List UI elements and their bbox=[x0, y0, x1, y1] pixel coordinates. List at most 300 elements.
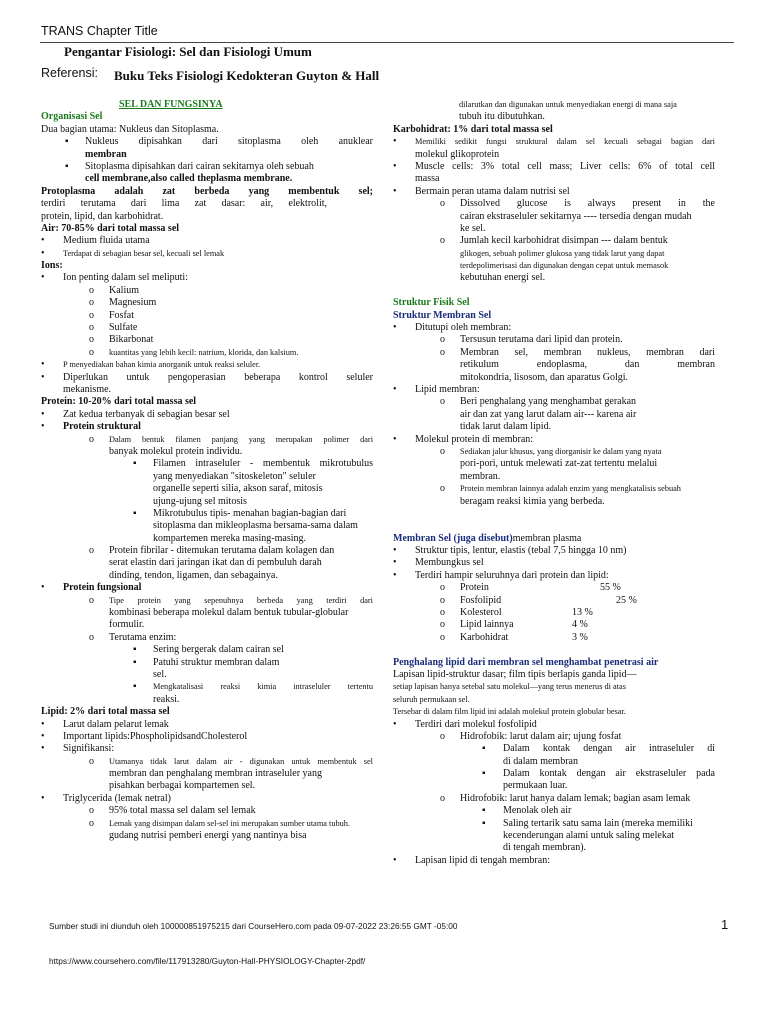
text-line bbox=[393, 557, 715, 569]
text-line bbox=[393, 173, 715, 185]
circle-bullet-icon: o bbox=[440, 582, 445, 594]
bullet-icon: • bbox=[41, 272, 45, 284]
circle-bullet-icon: o bbox=[440, 607, 445, 619]
bullet-icon: • bbox=[41, 730, 45, 742]
text-line bbox=[393, 310, 715, 322]
text-line bbox=[41, 508, 373, 520]
composition-percent: 55 % bbox=[600, 582, 621, 594]
text-line bbox=[393, 780, 715, 792]
text-line bbox=[393, 99, 715, 111]
line-text: Ions: bbox=[41, 260, 63, 272]
line-text: Mikrotubulus tipis- menahan bagian-bagian dari bbox=[153, 507, 347, 519]
line-text: Menolak oleh air bbox=[503, 805, 572, 817]
line-text: Nukleus dipisahkan dari sitoplasma oleh anuklear bbox=[85, 136, 373, 148]
text-line bbox=[41, 272, 373, 284]
line-text: di tengah membran). bbox=[503, 842, 587, 854]
text-line bbox=[393, 211, 715, 223]
line-text: Karbohidrat bbox=[460, 631, 509, 643]
line-text: Penghalang lipid dari membran sel menghambat penetrasi air bbox=[393, 656, 659, 668]
text-line bbox=[41, 396, 373, 408]
line-text: Protein fungsional bbox=[63, 582, 142, 594]
line-text: kombinasi beberapa molekul dalam bentuk tubular-globular bbox=[109, 607, 349, 619]
text-line bbox=[393, 471, 715, 483]
line-text: Larut dalam pelarut lemak bbox=[63, 718, 169, 730]
line-text: kuantitas yang lebih kecil: natrium, klorida, dan kalsium. bbox=[109, 347, 299, 357]
text-line bbox=[41, 644, 373, 656]
circle-bullet-icon: o bbox=[440, 730, 445, 742]
circle-bullet-icon: o bbox=[440, 235, 445, 247]
text-line bbox=[41, 706, 373, 718]
line-text: cell membrane,also called theplasma membrane. bbox=[85, 173, 293, 185]
line-text: Tipe protein yang sepenuhnya berbeda yang terdiri dari bbox=[109, 595, 373, 605]
page-number: 1 bbox=[721, 917, 729, 932]
line-text: Mengkatalisasi reaksi kimia intraseluler tertentu bbox=[153, 682, 373, 692]
line-text: Utamanya tidak larut dalam air - digunakan untuk membentuk sel bbox=[109, 756, 373, 766]
line-text: Sering bergerak dalam cairan sel bbox=[153, 644, 284, 656]
text-line bbox=[41, 149, 373, 161]
text-line bbox=[41, 310, 373, 322]
circle-bullet-icon: o bbox=[440, 198, 445, 210]
line-text: Struktur Fisik Sel bbox=[393, 297, 470, 309]
line-text: air dan zat yang larut dalam air--- karena air bbox=[460, 408, 637, 420]
bullet-icon: • bbox=[393, 854, 397, 866]
text-line bbox=[393, 731, 715, 743]
line-text: pisahkan berbagai kompartemen sel. bbox=[109, 780, 256, 792]
text-line bbox=[41, 421, 373, 433]
line-text: Sediakan jalur khusus, yang diorganisir ke dalam yang nyata bbox=[460, 446, 662, 456]
text-line bbox=[393, 372, 715, 384]
text-line bbox=[41, 111, 373, 123]
line-text: kebutuhan energi sel. bbox=[460, 272, 546, 284]
line-text: Important lipids:PhospholipidsandCholesterol bbox=[63, 730, 248, 742]
text-line bbox=[393, 719, 715, 731]
text-line bbox=[41, 99, 373, 111]
text-line bbox=[41, 557, 373, 569]
text-line bbox=[393, 248, 715, 260]
line-text: Struktur tipis, lentur, elastis (tebal 7,5 hingga 10 nm) bbox=[415, 545, 627, 557]
bullet-icon: • bbox=[41, 582, 45, 594]
square-bullet-icon: ▪ bbox=[482, 768, 486, 780]
text-line bbox=[393, 533, 715, 545]
bullet-icon: • bbox=[393, 136, 397, 148]
line-text: Organisasi Sel bbox=[41, 111, 103, 123]
line-text: Terdiri dari molekul fosfolipid bbox=[415, 718, 537, 730]
text-line bbox=[393, 805, 715, 817]
line-text: di dalam membran bbox=[503, 755, 578, 767]
text-line bbox=[393, 619, 715, 631]
line-text: mekanisme. bbox=[63, 383, 112, 395]
text-line bbox=[393, 198, 715, 210]
text-line bbox=[41, 285, 373, 297]
text-line bbox=[393, 409, 715, 421]
text-line bbox=[41, 619, 373, 631]
line-text: kompartemen mereka masing-masing. bbox=[153, 532, 307, 544]
text-line bbox=[393, 111, 715, 123]
text-line bbox=[41, 818, 373, 830]
text-line bbox=[41, 669, 373, 681]
line-text: beragam reaksi kimia yang berbeda. bbox=[460, 495, 605, 507]
line-text: formulir. bbox=[109, 619, 145, 631]
square-bullet-icon: ▪ bbox=[482, 743, 486, 755]
line-text: Terutama enzim: bbox=[109, 631, 177, 643]
text-line bbox=[393, 520, 715, 532]
line-text: setiap lapisan hanya setebal satu molekul—yang terus menerus di atas bbox=[393, 682, 626, 692]
text-line bbox=[393, 124, 715, 136]
line-text: P menyediakan bahan kimia anorganik untuk reaksi seluler. bbox=[63, 360, 261, 370]
text-line bbox=[393, 285, 715, 297]
circle-bullet-icon: o bbox=[89, 755, 94, 767]
line-text: Terdiri hampir seluruhnya dari protein dan lipid: bbox=[415, 569, 609, 581]
line-text: Molekul protein di membran: bbox=[415, 433, 534, 445]
text-line bbox=[41, 297, 373, 309]
circle-bullet-icon: o bbox=[89, 631, 94, 643]
text-line bbox=[41, 211, 373, 223]
text-line bbox=[393, 149, 715, 161]
line-text: ke sel. bbox=[460, 222, 486, 234]
text-line bbox=[393, 223, 715, 235]
bullet-icon: • bbox=[41, 792, 45, 804]
circle-bullet-icon: o bbox=[89, 309, 94, 321]
line-text-rest: membran plasma bbox=[512, 532, 582, 544]
circle-bullet-icon: o bbox=[89, 284, 94, 296]
text-line bbox=[393, 458, 715, 470]
text-line bbox=[393, 694, 715, 706]
text-line bbox=[393, 842, 715, 854]
header-rule bbox=[40, 42, 734, 43]
line-text: ujung-ujung sel mitosis bbox=[153, 495, 247, 507]
line-text: Signifikansi: bbox=[63, 743, 115, 755]
line-text: Hidrofobik: larut dalam air; ujung fosfat bbox=[460, 730, 622, 742]
line-text: Protein struktural bbox=[63, 421, 141, 433]
text-line bbox=[41, 359, 373, 371]
circle-bullet-icon: o bbox=[89, 545, 94, 557]
text-line bbox=[41, 372, 373, 384]
line-text: Lipid membran: bbox=[415, 383, 480, 395]
left-column bbox=[41, 99, 373, 842]
reference-text: Buku Teks Fisiologi Kedokteran Guyton & Hall bbox=[114, 68, 380, 83]
text-line bbox=[393, 595, 715, 607]
line-text: banyak molekul protein individu. bbox=[109, 445, 243, 457]
bullet-icon: • bbox=[393, 322, 397, 334]
bullet-icon: • bbox=[41, 359, 45, 371]
circle-bullet-icon: o bbox=[440, 483, 445, 495]
line-text: permukaan luar. bbox=[503, 780, 568, 792]
text-line bbox=[41, 743, 373, 755]
composition-percent: 4 % bbox=[572, 619, 588, 631]
line-text: Medium fluida utama bbox=[63, 235, 150, 247]
line-text: Hidrofobik: larut hanya dalam lemak; bagian asam lemak bbox=[460, 792, 691, 804]
line-text: Protoplasma adalah zat berbeda yang membentuk sel; bbox=[41, 185, 373, 197]
text-line bbox=[41, 384, 373, 396]
text-line bbox=[393, 545, 715, 557]
text-line bbox=[393, 681, 715, 693]
text-line bbox=[393, 830, 715, 842]
text-line bbox=[393, 855, 715, 867]
line-text: Saling tertarik satu sama lain (mereka memiliki bbox=[503, 817, 693, 829]
line-text: 95% total massa sel dalam sel lemak bbox=[109, 805, 256, 817]
line-text: Kalium bbox=[109, 284, 139, 296]
line-text: mitokondria, lisosom, dan aparatus Golgi. bbox=[460, 371, 629, 383]
line-text: dinding, tendon, ligamen, dan sebagainya. bbox=[109, 569, 278, 581]
line-text: Air: 70-85% dari total massa sel bbox=[41, 222, 180, 234]
line-text: Bikarbonat bbox=[109, 334, 154, 346]
text-line bbox=[41, 161, 373, 173]
line-text: pori-pori, untuk melewati zat-zat tertentu melalui bbox=[460, 458, 658, 470]
text-line bbox=[41, 186, 373, 198]
text-line bbox=[41, 223, 373, 235]
line-text: Struktur Membran Sel bbox=[393, 309, 492, 321]
line-text: Tersusun terutama dari lipid dan protein. bbox=[460, 334, 623, 346]
circle-bullet-icon: o bbox=[89, 334, 94, 346]
line-text: Protein: 10-20% dari total massa sel bbox=[41, 396, 197, 408]
text-line bbox=[41, 830, 373, 842]
circle-bullet-icon: o bbox=[440, 334, 445, 346]
text-line bbox=[393, 260, 715, 272]
square-bullet-icon: ▪ bbox=[133, 656, 137, 668]
circle-bullet-icon: o bbox=[89, 346, 94, 358]
circle-bullet-icon: o bbox=[440, 445, 445, 457]
line-text: membran. bbox=[460, 470, 501, 482]
text-line bbox=[393, 632, 715, 644]
line-text: organelle seperti silia, akson saraf, mitosis bbox=[153, 483, 323, 495]
line-text: Lipid: 2% dari total massa sel bbox=[41, 706, 170, 718]
text-line bbox=[41, 434, 373, 446]
line-text: protein, lipid, dan karbohidrat. bbox=[41, 210, 164, 222]
text-line bbox=[393, 272, 715, 284]
line-text: Sulfate bbox=[109, 322, 138, 334]
text-line bbox=[41, 607, 373, 619]
bullet-icon: • bbox=[41, 371, 45, 383]
text-line bbox=[41, 570, 373, 582]
bullet-icon: • bbox=[393, 185, 397, 197]
line-text: Fosfolipid bbox=[460, 594, 502, 606]
text-line bbox=[41, 719, 373, 731]
text-line bbox=[41, 632, 373, 644]
text-line bbox=[41, 793, 373, 805]
line-text: Membran Sel (juga disebut)membran plasma bbox=[393, 532, 582, 544]
circle-bullet-icon: o bbox=[89, 594, 94, 606]
line-text: kecenderungan alami untuk saling melekat bbox=[503, 830, 675, 842]
text-line bbox=[41, 173, 373, 185]
line-text: SEL DAN FUNGSINYA bbox=[119, 99, 223, 110]
square-bullet-icon: ▪ bbox=[133, 458, 137, 470]
line-text: Karbohidrat: 1% dari total massa sel bbox=[393, 123, 553, 135]
line-text: cairan ekstraseluler sekitarnya ---- tersedia dengan mudah bbox=[460, 210, 692, 222]
line-text: Memiliki sedikit fungsi struktural dalam sel kecuali sebagai bagian dari bbox=[415, 137, 715, 147]
line-text: Dalam kontak dengan air intraseluler di bbox=[503, 743, 715, 755]
text-line bbox=[41, 198, 373, 210]
line-text: Kolesterol bbox=[460, 607, 502, 619]
text-line bbox=[393, 297, 715, 309]
text-line bbox=[41, 235, 373, 247]
text-line bbox=[393, 483, 715, 495]
line-text: terdiri terutama dari lima zat dasar: air, elektrolit, bbox=[41, 198, 327, 210]
text-line bbox=[41, 483, 373, 495]
text-line bbox=[41, 260, 373, 272]
line-text: seluruh permukaan sel. bbox=[393, 694, 470, 704]
text-line bbox=[393, 434, 715, 446]
text-line bbox=[393, 334, 715, 346]
line-text: Filamen intraseluler - membentuk mikrotubulus bbox=[153, 458, 373, 470]
bullet-icon: • bbox=[393, 557, 397, 569]
bullet-icon: • bbox=[41, 247, 45, 259]
bullet-icon: • bbox=[393, 160, 397, 172]
text-line bbox=[41, 595, 373, 607]
text-line bbox=[393, 347, 715, 359]
chapter-header: TRANS Chapter Title bbox=[41, 24, 158, 38]
line-text: Terdapat di sebagian besar sel, kecuali sel lemak bbox=[63, 248, 225, 258]
text-line bbox=[393, 384, 715, 396]
bullet-icon: • bbox=[41, 408, 45, 420]
square-bullet-icon: ▪ bbox=[65, 160, 69, 172]
text-line bbox=[41, 805, 373, 817]
text-line bbox=[393, 582, 715, 594]
circle-bullet-icon: o bbox=[440, 396, 445, 408]
line-text: Lapisan lipid-struktur dasar; film tipis berlapis ganda lipid— bbox=[393, 668, 637, 680]
circle-bullet-icon: o bbox=[89, 433, 94, 445]
square-bullet-icon: ▪ bbox=[133, 507, 137, 519]
bullet-icon: • bbox=[41, 718, 45, 730]
text-line bbox=[393, 644, 715, 656]
text-line bbox=[393, 570, 715, 582]
line-text: Protein bbox=[460, 582, 489, 594]
text-line bbox=[41, 694, 373, 706]
line-text: Beri penghalang yang menghambat gerakan bbox=[460, 396, 637, 408]
text-line bbox=[41, 533, 373, 545]
text-line bbox=[393, 186, 715, 198]
bullet-icon: • bbox=[393, 569, 397, 581]
line-text: Protein membran lainnya adalah enzim yang mengkatalisis sebuah bbox=[460, 484, 681, 494]
text-line bbox=[393, 756, 715, 768]
text-line bbox=[41, 124, 373, 136]
text-line bbox=[41, 347, 373, 359]
text-line bbox=[393, 669, 715, 681]
square-bullet-icon: ▪ bbox=[133, 681, 137, 693]
text-line bbox=[41, 248, 373, 260]
line-text: Fosfat bbox=[109, 309, 134, 321]
bullet-icon: • bbox=[393, 383, 397, 395]
text-line bbox=[393, 421, 715, 433]
line-text: Dua bagian utama: Nukleus dan Sitoplasma. bbox=[41, 123, 219, 135]
text-line bbox=[41, 322, 373, 334]
text-line bbox=[41, 471, 373, 483]
text-line bbox=[41, 545, 373, 557]
line-text: Tersebar di dalam film lipid ini adalah molekul protein globular besar. bbox=[393, 707, 626, 717]
text-line bbox=[393, 706, 715, 718]
line-text: reaksi. bbox=[153, 693, 180, 705]
line-text: membran bbox=[85, 148, 127, 160]
text-line bbox=[41, 756, 373, 768]
line-text: massa bbox=[415, 173, 440, 185]
text-line bbox=[393, 768, 715, 780]
line-text: serat elastin dari jaringan ikat dan di pembuluh darah bbox=[109, 557, 322, 569]
composition-percent: 25 % bbox=[616, 594, 637, 606]
line-text: Lipid lainnya bbox=[460, 619, 514, 631]
line-text: Ion penting dalam sel meliputi: bbox=[63, 272, 188, 284]
text-line bbox=[41, 458, 373, 470]
bullet-icon: • bbox=[393, 545, 397, 557]
text-line bbox=[41, 334, 373, 346]
text-line bbox=[41, 496, 373, 508]
line-text: terdepolimerisasi dan digunakan dengan cepat untuk memasok bbox=[460, 261, 669, 271]
text-line bbox=[41, 520, 373, 532]
bullet-icon: • bbox=[393, 718, 397, 730]
circle-bullet-icon: o bbox=[440, 619, 445, 631]
line-text: Dissolved glucose is always present in the bbox=[460, 198, 715, 210]
bullet-icon: • bbox=[41, 421, 45, 433]
text-line bbox=[393, 496, 715, 508]
text-line bbox=[41, 731, 373, 743]
text-line bbox=[41, 780, 373, 792]
line-text: molekul glikoprotein bbox=[415, 148, 500, 160]
text-line bbox=[41, 582, 373, 594]
line-text: Lapisan lipid di tengah membran: bbox=[415, 854, 550, 866]
line-text: Muscle cells: 3% total cell mass; Liver cells: 6% of total cell bbox=[415, 160, 715, 172]
line-text: Magnesium bbox=[109, 297, 157, 309]
line-text: Triglycerida (lemak netral) bbox=[63, 792, 171, 804]
line-text: sel. bbox=[153, 668, 167, 680]
square-bullet-icon: ▪ bbox=[65, 136, 69, 148]
text-line bbox=[41, 657, 373, 669]
bullet-icon: • bbox=[41, 743, 45, 755]
line-text: yang menyediakan "sitoskeleton" seluler bbox=[153, 470, 316, 482]
text-line bbox=[393, 359, 715, 371]
text-line bbox=[393, 235, 715, 247]
circle-bullet-icon: o bbox=[440, 594, 445, 606]
circle-bullet-icon: o bbox=[89, 297, 94, 309]
line-text: tubuh itu dibutuhkan. bbox=[459, 111, 545, 123]
source-footer: Sumber studi ini diunduh oleh 100000851975215 dari CourseHero.com pada 09-07-2022 23:26:55 GMT -05:00 bbox=[49, 921, 458, 931]
line-text: Jumlah kecil karbohidrat disimpan --- dalam bentuk bbox=[460, 235, 668, 247]
text-line bbox=[393, 322, 715, 334]
line-text: membran dan penghalang membran intraseluler yang bbox=[109, 768, 322, 780]
text-line bbox=[393, 508, 715, 520]
right-column bbox=[393, 99, 715, 867]
line-text: tidak larut dalam lipid. bbox=[460, 421, 552, 433]
circle-bullet-icon: o bbox=[89, 817, 94, 829]
text-line bbox=[393, 793, 715, 805]
square-bullet-icon: ▪ bbox=[133, 644, 137, 656]
text-line bbox=[393, 607, 715, 619]
text-line bbox=[393, 446, 715, 458]
line-text: Diperlukan untuk pengoperasian beberapa kontrol seluler bbox=[63, 371, 373, 383]
line-text: Zat kedua terbanyak di sebagian besar sel bbox=[63, 408, 230, 420]
text-line bbox=[393, 743, 715, 755]
line-text: gudang nutrisi pemberi energi yang nantinya bisa bbox=[109, 830, 307, 842]
square-bullet-icon: ▪ bbox=[482, 817, 486, 829]
circle-bullet-icon: o bbox=[440, 346, 445, 358]
line-text: retikulum endoplasma, dan membran bbox=[460, 359, 715, 371]
bullet-icon: • bbox=[393, 433, 397, 445]
text-line bbox=[41, 446, 373, 458]
line-text: Ditutupi oleh membran: bbox=[415, 322, 512, 334]
document-title: Pengantar Fisiologi: Sel dan Fisiologi Umum bbox=[64, 44, 312, 59]
line-text: dilarutkan dan digunakan untuk menyediakan energi di mana saja bbox=[459, 100, 677, 109]
bullet-icon: • bbox=[41, 235, 45, 247]
circle-bullet-icon: o bbox=[89, 805, 94, 817]
line-text: Bermain peran utama dalam nutrisi sel bbox=[415, 185, 570, 197]
line-text: Protein fibrilar - ditemukan terutama dalam kolagen dan bbox=[109, 545, 335, 557]
circle-bullet-icon: o bbox=[440, 631, 445, 643]
line-text: sitoplasma dan mikleoplasma bersama-sama dalam bbox=[153, 520, 358, 532]
line-text: Membungkus sel bbox=[415, 557, 484, 569]
source-url[interactable]: https://www.coursehero.com/file/117913280/Guyton-Hall-PHYSIOLOGY-Chapter-2pdf/ bbox=[49, 956, 366, 966]
line-text: Sitoplasma dipisahkan dari cairan sekitarnya oleh sebuah bbox=[85, 160, 314, 172]
line-text: Dalam kontak dengan air ekstraseluler pada bbox=[503, 768, 715, 780]
text-line bbox=[41, 136, 373, 148]
line-text: Membran sel, membran nukleus, membran dari bbox=[460, 346, 715, 358]
text-line bbox=[41, 681, 373, 693]
